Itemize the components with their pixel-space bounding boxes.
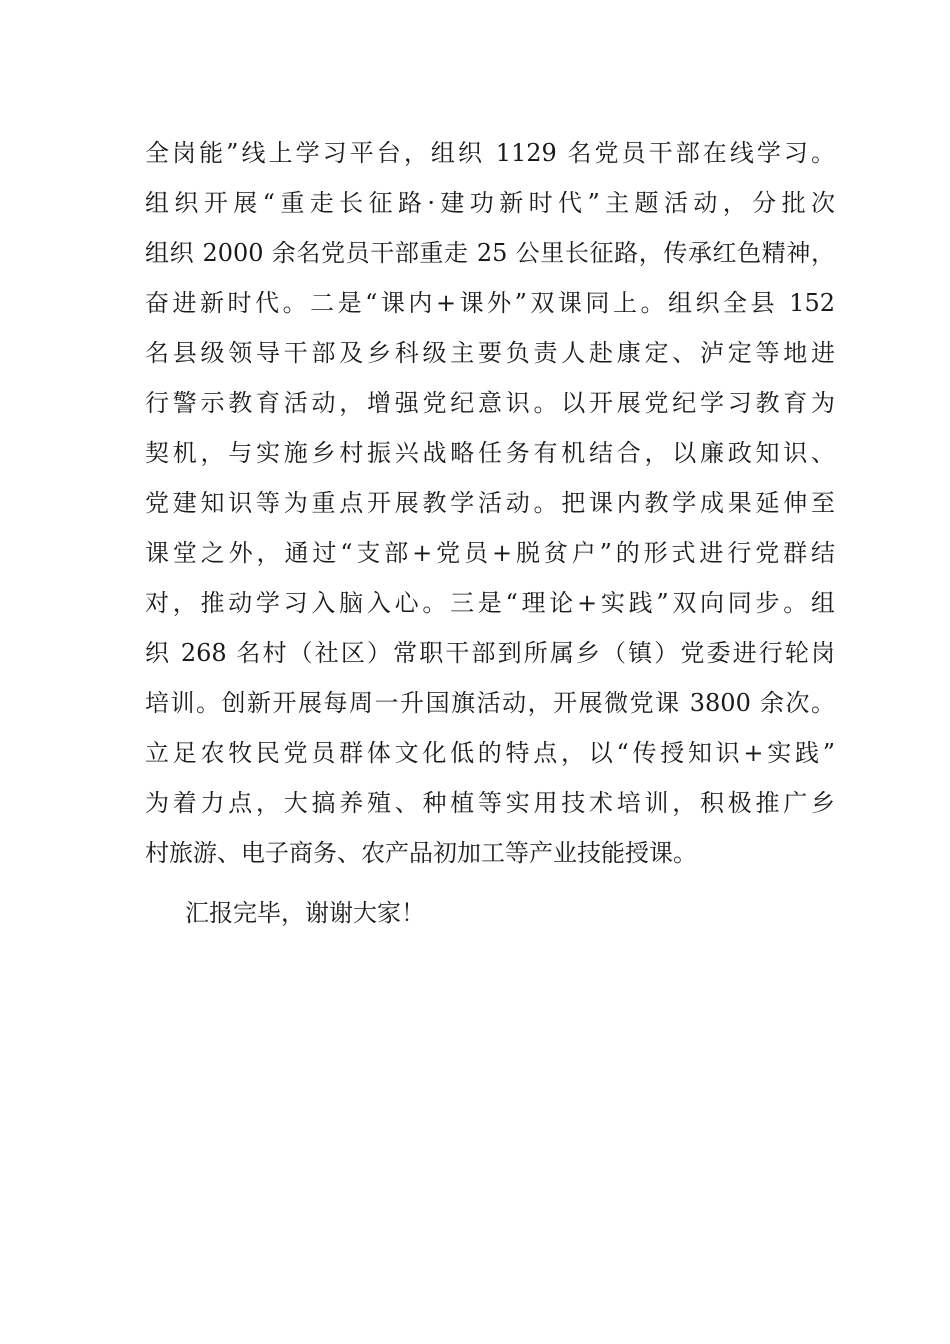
paragraph-line: 行警示教育活动，增强党纪意识。以开展党纪学习教育为: [145, 389, 835, 417]
body-paragraph: [145, 128, 835, 878]
paragraph-line: 组织开展“重走长征路·建功新时代”主题活动，分批次: [145, 189, 835, 217]
paragraph-line: 对，推动学习入脑入心。三是“理论+实践”双向同步。组: [145, 589, 835, 617]
paragraph-line: 课堂之外，通过“支部+党员+脱贫户”的形式进行党群结: [145, 539, 835, 567]
paragraph-line: 组织 2000 余名党员干部重走 25 公里长征路，传承红色精神，: [145, 239, 835, 267]
paragraph-line: 立足农牧民党员群体文化低的特点，以“传授知识+实践”: [145, 739, 835, 767]
paragraph-line: 为着力点，大搞养殖、种植等实用技术培训，积极推广乡: [145, 789, 835, 817]
closing-remark: 汇报完毕，谢谢大家！: [185, 899, 425, 927]
paragraph-line: 党建知识等为重点开展教学活动。把课内教学成果延伸至: [145, 489, 835, 517]
paragraph-line: 奋进新时代。二是“课内+课外”双课同上。组织全县 152: [145, 289, 835, 317]
paragraph-line: 全岗能”线上学习平台，组织 1129 名党员干部在线学习。: [145, 139, 835, 167]
paragraph-line: 名县级领导干部及乡科级主要负责人赴康定、泸定等地进: [145, 339, 835, 367]
paragraph-line: 村旅游、电子商务、农产品初加工等产业技能授课。: [145, 839, 697, 867]
paragraph-line: 契机，与实施乡村振兴战略任务有机结合，以廉政知识、: [145, 439, 835, 467]
paragraph-line: 培训。创新开展每周一升国旗活动，开展微党课 3800 余次。: [145, 689, 835, 717]
paragraph-line: 织 268 名村（社区）常职干部到所属乡（镇）党委进行轮岗: [145, 639, 835, 667]
